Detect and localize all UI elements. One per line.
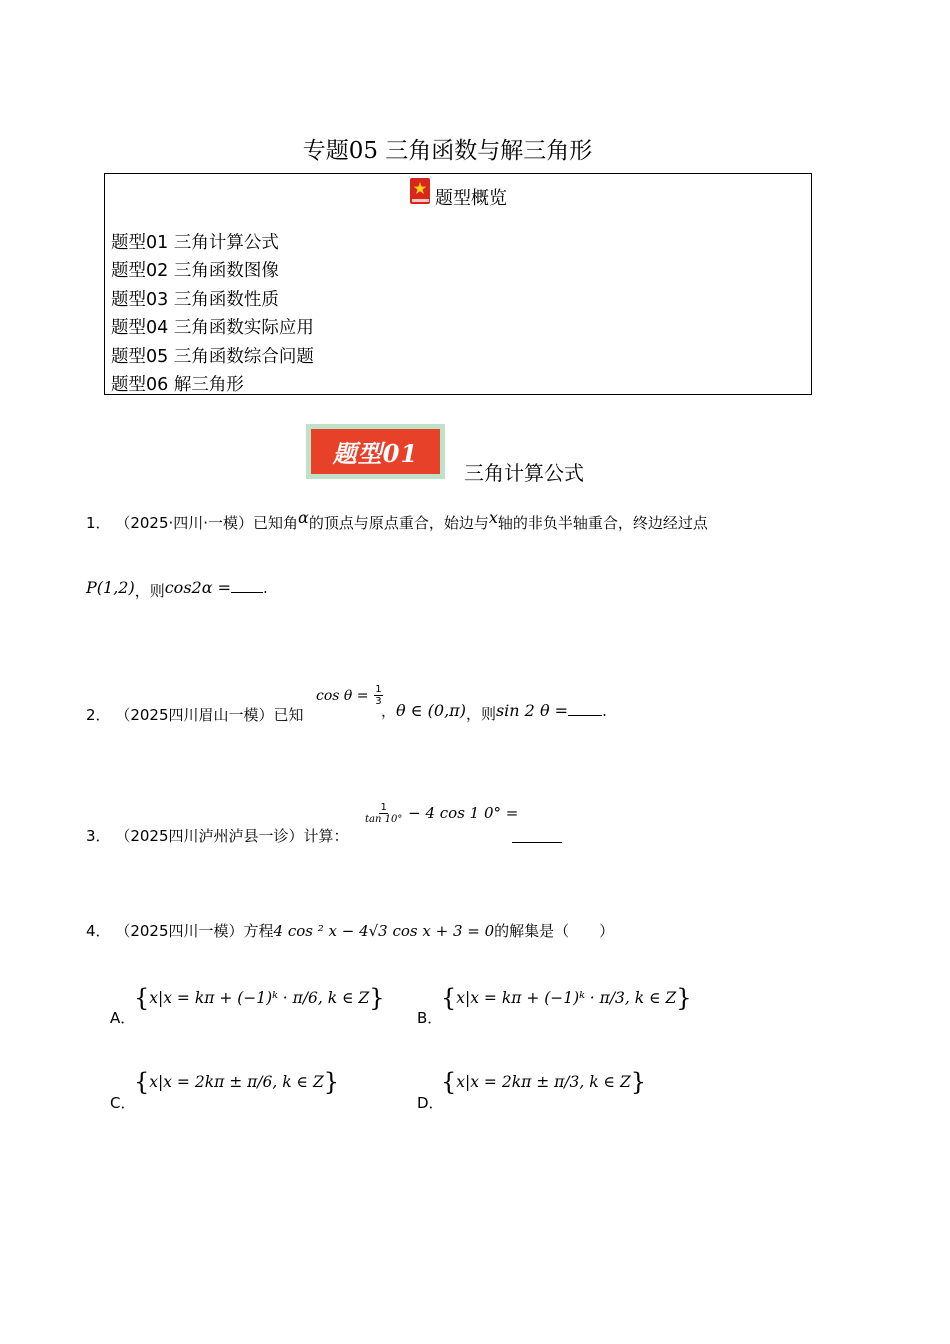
brace-close-icon: } <box>630 1068 647 1096</box>
math-expression: cos2α = <box>164 578 231 597</box>
question-number: 1． <box>86 514 111 532</box>
overview-item: 题型01 三角计算公式 <box>111 233 279 253</box>
overview-item: 题型06 解三角形 <box>111 375 244 396</box>
question-1-line-1 <box>86 508 708 533</box>
math-range: θ ∈ (0,π) <box>396 701 466 720</box>
question-2 <box>86 704 304 725</box>
answer-blank <box>231 592 263 593</box>
question-text: 的顶点与原点重合，始边与 <box>308 514 489 532</box>
option-d[interactable] <box>441 1068 646 1096</box>
question-2-math <box>316 684 384 707</box>
overview-item: 题型04 三角函数实际应用 <box>111 318 314 339</box>
section-badge <box>306 424 445 479</box>
math-alpha: α <box>298 508 309 527</box>
option-b-label[interactable]: B． <box>417 1009 443 1027</box>
separator: ， <box>381 702 397 720</box>
overview-list <box>111 229 314 399</box>
option-c-expression: x|x = 2kπ ± π/6, k ∈ Z <box>149 1073 324 1091</box>
brace-close-icon: } <box>676 984 692 1012</box>
overview-box <box>104 173 812 395</box>
answer-blank <box>512 826 562 843</box>
overview-heading <box>409 176 507 209</box>
brace-open-icon: { <box>134 984 150 1012</box>
question-number: 4． <box>86 922 111 940</box>
question-3-math <box>364 802 518 825</box>
question-number: 3． <box>86 827 111 845</box>
brace-open-icon: { <box>134 1068 150 1096</box>
question-text: ，则 <box>134 582 165 600</box>
fraction-denominator: 3 <box>375 696 382 707</box>
math-equation: 4 cos ² x − 4√3 cos x + 3 = 0 <box>273 922 495 940</box>
question-text: （2025四川一模）方程 <box>115 922 274 940</box>
fraction-denominator: tan 10° <box>365 814 403 825</box>
fraction-numerator: 1 <box>375 684 382 695</box>
option-c-label[interactable]: C． <box>110 1094 136 1112</box>
answer-blank <box>568 715 602 716</box>
question-text: ，则 <box>465 705 496 723</box>
option-a-expression: x|x = kπ + (−1)ᵏ · π/6, k ∈ Z <box>149 989 370 1007</box>
option-d-label[interactable]: D． <box>417 1094 444 1112</box>
question-3 <box>86 825 349 846</box>
question-text: （2025四川眉山一模）已知 <box>115 706 304 724</box>
section-badge-text: 题型01 <box>311 429 440 474</box>
fraction-numerator: 1 <box>380 802 387 813</box>
option-a-label[interactable]: A． <box>110 1009 136 1027</box>
overview-heading-text: 题型概览 <box>435 188 507 209</box>
question-1-line-2 <box>86 578 268 601</box>
brace-close-icon: } <box>323 1068 340 1096</box>
overview-item: 题型05 三角函数综合问题 <box>111 346 314 367</box>
overview-item: 题型02 三角函数图像 <box>111 261 279 282</box>
math-cos-theta: cos θ = <box>316 688 369 704</box>
option-b-expression: x|x = kπ + (−1)ᵏ · π/3, k ∈ Z <box>456 989 677 1007</box>
option-b[interactable] <box>441 984 692 1012</box>
math-expression: − 4 cos 1 0° = <box>408 804 519 822</box>
question-2-line-rest <box>381 700 607 724</box>
question-number: 2． <box>86 706 111 724</box>
question-text: （2025·四川·一模）已知角 <box>115 514 299 532</box>
question-end: . <box>263 579 268 597</box>
question-end: . <box>602 702 607 720</box>
section-title: 三角计算公式 <box>464 461 584 485</box>
option-d-expression: x|x = 2kπ ± π/3, k ∈ Z <box>456 1073 631 1091</box>
question-text: 轴的非负半轴重合，终边经过点 <box>497 514 708 532</box>
math-expression: sin 2 θ = <box>495 701 569 720</box>
book-icon <box>409 177 431 205</box>
brace-open-icon: { <box>441 984 457 1012</box>
brace-open-icon: { <box>441 1068 457 1096</box>
question-4 <box>86 920 614 941</box>
math-point: P(1,2) <box>86 578 135 597</box>
overview-item: 题型03 三角函数性质 <box>111 289 279 310</box>
question-text: 的解集是（ ） <box>494 922 615 940</box>
page-title: 专题05 三角函数与解三角形 <box>302 138 593 164</box>
question-text: （2025四川泸州泸县一诊）计算： <box>115 827 349 845</box>
option-c[interactable] <box>134 1068 339 1096</box>
fraction <box>365 802 402 825</box>
option-a[interactable] <box>134 984 385 1012</box>
math-x: x <box>488 508 498 527</box>
brace-close-icon: } <box>369 984 385 1012</box>
